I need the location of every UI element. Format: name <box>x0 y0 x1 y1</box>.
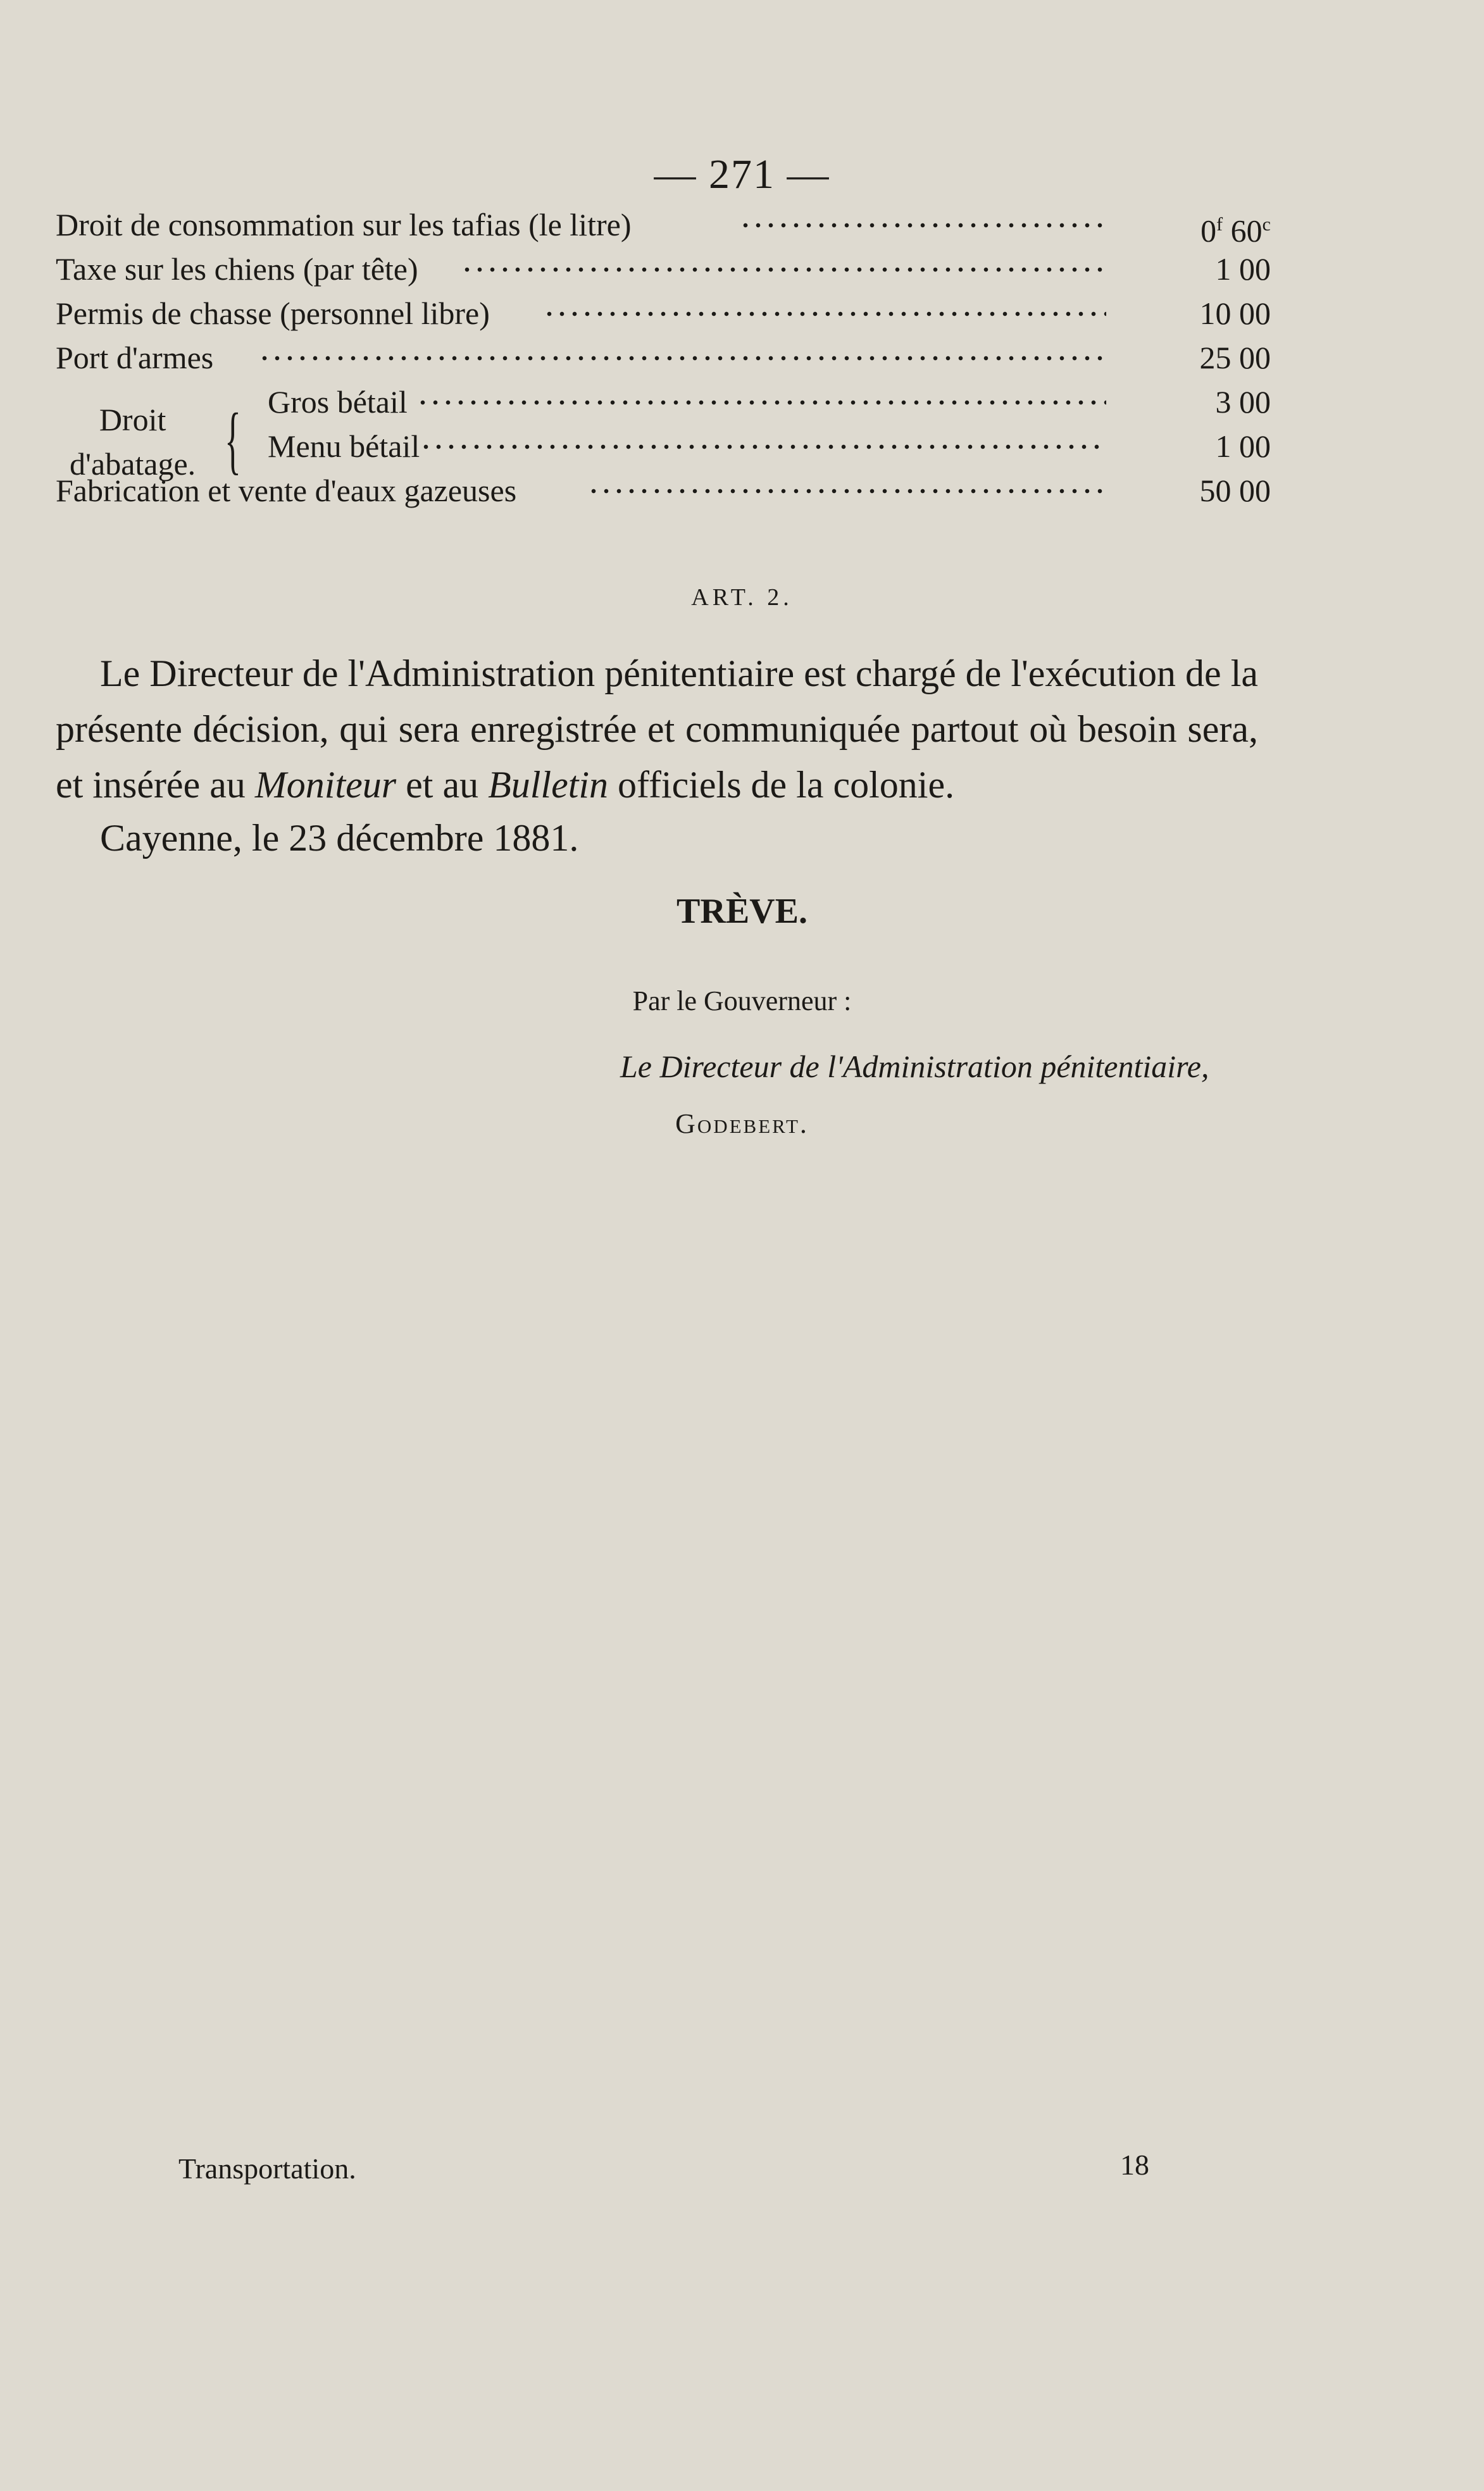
tariff-label: Taxe sur les chiens (par tête) <box>56 251 418 287</box>
moniteur-title: Moniteur <box>254 764 397 806</box>
dot-leader <box>587 487 1106 495</box>
footer-sheet-number: 18 <box>1120 2149 1149 2181</box>
amount-main: 0 <box>1200 213 1217 249</box>
page-number: — 271 — <box>654 151 830 197</box>
amount-mid: 60 <box>1223 213 1263 249</box>
group-label <box>70 397 196 486</box>
tariff-row <box>56 291 1271 335</box>
body-paragraph <box>56 646 1258 813</box>
tariff-amount: 50 00 <box>1199 473 1271 508</box>
tariff-amount: 10 00 <box>1199 296 1271 331</box>
tariff-label: Permis de chasse (personnel libre) <box>56 296 490 331</box>
amount-sup: c <box>1262 214 1271 235</box>
dot-leader <box>416 399 1106 406</box>
body-and: et au <box>396 764 489 806</box>
dot-leader <box>420 443 1106 451</box>
dot-leader <box>543 310 1106 318</box>
tariff-amount: 1 00 <box>1215 251 1271 287</box>
body-text <box>56 646 1258 813</box>
dot-leader <box>258 354 1106 362</box>
tariff-label: Menu bétail <box>268 428 420 464</box>
amount-sup: f <box>1216 214 1223 235</box>
brace-icon: { <box>225 397 241 482</box>
dot-leader <box>739 222 1106 229</box>
director-title: Le Directeur de l'Administration pénitentiaire, <box>620 1049 1209 1084</box>
group-label-line: Droit <box>99 402 166 437</box>
dot-leader <box>461 266 1106 273</box>
tariff-amount: 1 00 <box>1215 428 1271 464</box>
footer-signature: Transportation. <box>178 2152 356 2185</box>
tariff-label: Droit de consommation sur les tafias (le litre) <box>56 207 632 242</box>
tariff-amount: 25 00 <box>1199 340 1271 375</box>
body-start: Le Directeur de l'Administration pénitentiaire est chargé de l'exécution de la présente décision, qui sera enregistrée et communiquée partout où besoin sera, et insérée au <box>56 652 1258 806</box>
tariff-amount <box>1144 203 1271 253</box>
tariff-amount: 3 00 <box>1215 384 1271 420</box>
by-governor: Par le Gouverneur : <box>632 985 852 1016</box>
tariff-label: Port d'armes <box>56 340 214 375</box>
bulletin-title: Bulletin <box>488 764 609 806</box>
tariff-row <box>56 247 1271 291</box>
tariff-row <box>56 203 1271 247</box>
signer: TRÈVE. <box>677 892 807 931</box>
article-heading: ART. 2. <box>691 584 793 611</box>
tariff-row <box>56 335 1271 380</box>
tariff-label: Fabrication et vente d'eaux gazeuses <box>56 473 517 508</box>
sign-off: Cayenne, le 23 décembre 1881. <box>100 817 579 859</box>
group-label-line: d'abatage. <box>70 446 196 482</box>
body-end: officiels de la colonie. <box>608 764 955 806</box>
tariff-label: Gros bétail <box>268 384 408 420</box>
director-name: Godebert. <box>675 1108 809 1139</box>
